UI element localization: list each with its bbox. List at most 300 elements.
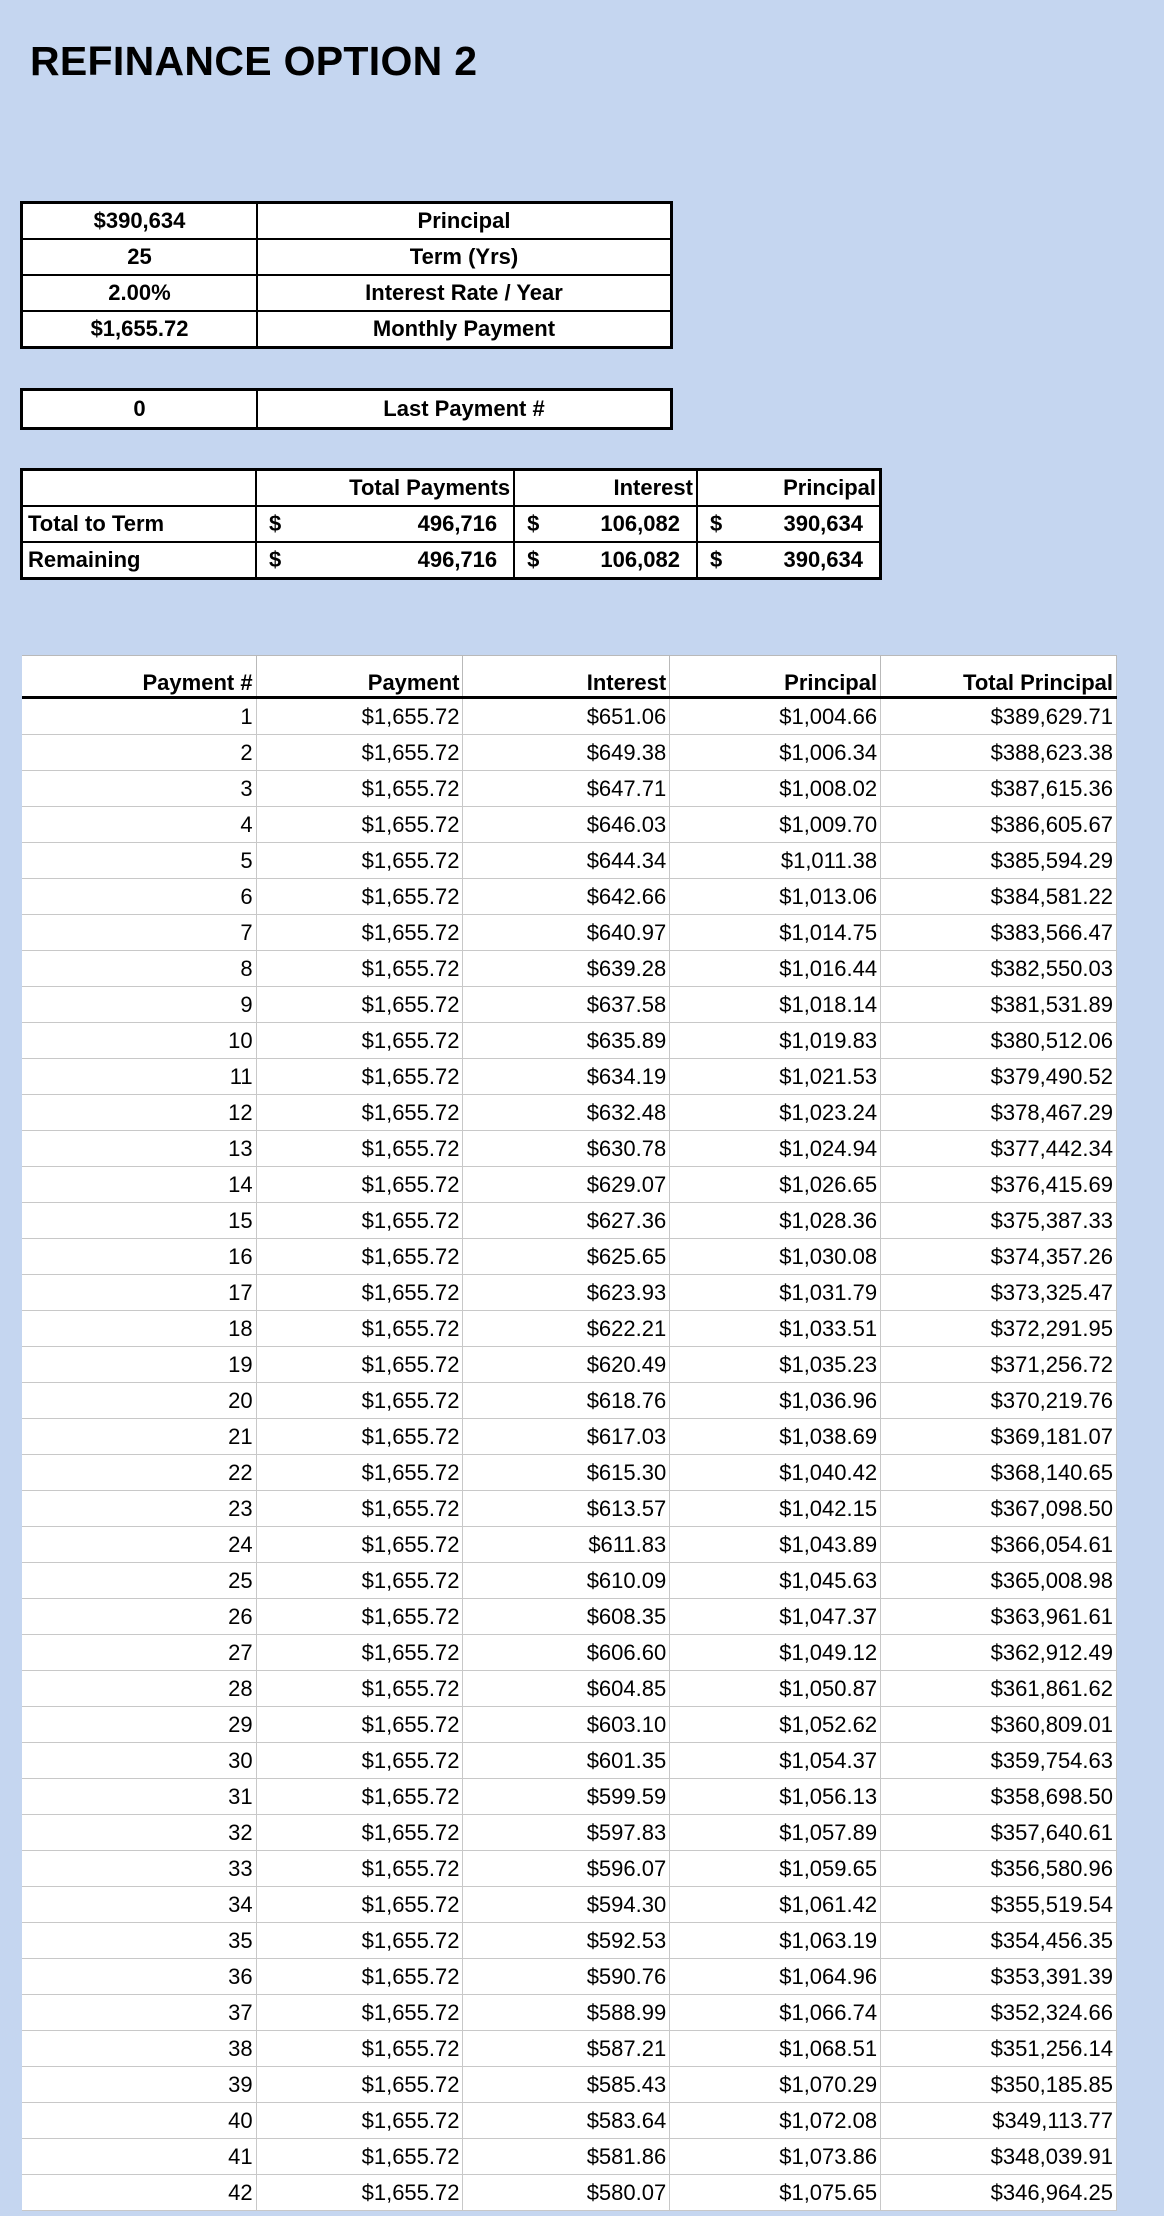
- interest-cell[interactable]: $604.85: [463, 1671, 670, 1707]
- interest-cell[interactable]: $622.21: [463, 1311, 670, 1347]
- payment-cell[interactable]: $1,655.72: [256, 1851, 463, 1887]
- table-row: [22, 1779, 1117, 1815]
- principal-cell[interactable]: $1,045.63: [670, 1563, 881, 1599]
- currency-sign: $: [269, 511, 282, 536]
- principal-cell[interactable]: $1,054.37: [670, 1743, 881, 1779]
- input-label-cell: Principal: [257, 203, 672, 240]
- header-interest: Interest: [463, 656, 670, 698]
- last-payment-label: Last Payment #: [257, 390, 672, 429]
- payment-number-cell[interactable]: 31: [22, 1779, 256, 1815]
- interest-cell[interactable]: $590.76: [463, 1959, 670, 1995]
- totals-amount-cell: [514, 542, 697, 579]
- payment-cell[interactable]: $1,655.72: [256, 1491, 463, 1527]
- totals-amount: 496,716: [417, 547, 498, 572]
- principal-cell[interactable]: $1,066.74: [670, 1995, 881, 2031]
- page-title: REFINANCE OPTION 2: [30, 38, 478, 84]
- table-row: [22, 2067, 1117, 2103]
- payment-number-cell[interactable]: 2: [22, 735, 256, 771]
- interest-cell[interactable]: $629.07: [463, 1167, 670, 1203]
- total-principal-cell[interactable]: $383,566.47: [881, 915, 1117, 951]
- totals-amount: 106,082: [600, 547, 680, 572]
- table-row: [22, 1923, 1117, 1959]
- interest-cell[interactable]: $635.89: [463, 1023, 670, 1059]
- currency-sign: $: [709, 547, 723, 572]
- principal-cell[interactable]: $1,064.96: [670, 1959, 881, 1995]
- totals-header-total-payments: Total Payments: [256, 470, 514, 507]
- payment-cell[interactable]: $1,655.72: [256, 807, 463, 843]
- principal-cell[interactable]: $1,031.79: [670, 1275, 881, 1311]
- payment-number-cell[interactable]: 33: [22, 1851, 256, 1887]
- totals-amount-cell: [514, 506, 697, 542]
- table-row: [22, 1131, 1117, 1167]
- total-principal-cell[interactable]: $357,640.61: [881, 1815, 1117, 1851]
- payment-number-cell[interactable]: 26: [22, 1599, 256, 1635]
- table-row: [22, 1311, 1117, 1347]
- payment-cell[interactable]: $1,655.72: [256, 1635, 463, 1671]
- payment-cell[interactable]: $1,655.72: [256, 2067, 463, 2103]
- principal-cell[interactable]: $1,049.12: [670, 1635, 881, 1671]
- payment-number-cell[interactable]: 16: [22, 1239, 256, 1275]
- totals-amount-cell: [256, 542, 514, 579]
- payment-number-cell[interactable]: 4: [22, 807, 256, 843]
- principal-cell[interactable]: $1,047.37: [670, 1599, 881, 1635]
- principal-cell[interactable]: $1,056.13: [670, 1779, 881, 1815]
- interest-cell[interactable]: $601.35: [463, 1743, 670, 1779]
- last-payment-table: [20, 388, 673, 430]
- total-principal-cell[interactable]: $389,629.71: [881, 698, 1117, 735]
- interest-cell[interactable]: $620.49: [463, 1347, 670, 1383]
- payment-number-cell[interactable]: 15: [22, 1203, 256, 1239]
- payment-cell[interactable]: $1,655.72: [256, 1887, 463, 1923]
- total-principal-cell[interactable]: $388,623.38: [881, 735, 1117, 771]
- table-row: [22, 1059, 1117, 1095]
- table-row: [22, 1995, 1117, 2031]
- totals-header-principal: Principal: [697, 470, 881, 507]
- totals-row: [22, 542, 881, 579]
- payment-cell[interactable]: $1,655.72: [256, 1095, 463, 1131]
- total-principal-cell[interactable]: $352,324.66: [881, 1995, 1117, 2031]
- interest-cell[interactable]: $603.10: [463, 1707, 670, 1743]
- table-row: [22, 1023, 1117, 1059]
- payment-number-cell[interactable]: 14: [22, 1167, 256, 1203]
- payment-cell[interactable]: $1,655.72: [256, 879, 463, 915]
- total-principal-cell[interactable]: $382,550.03: [881, 951, 1117, 987]
- payment-number-cell[interactable]: 3: [22, 771, 256, 807]
- interest-cell[interactable]: $587.21: [463, 2031, 670, 2067]
- total-principal-cell[interactable]: $356,580.96: [881, 1851, 1117, 1887]
- payment-number-cell[interactable]: 39: [22, 2067, 256, 2103]
- payment-number-cell[interactable]: 32: [22, 1815, 256, 1851]
- payment-cell[interactable]: $1,655.72: [256, 2031, 463, 2067]
- payment-cell[interactable]: $1,655.72: [256, 1311, 463, 1347]
- total-principal-cell[interactable]: $354,456.35: [881, 1923, 1117, 1959]
- payment-cell[interactable]: $1,655.72: [256, 951, 463, 987]
- principal-cell[interactable]: $1,073.86: [670, 2139, 881, 2175]
- payment-number-cell[interactable]: 22: [22, 1455, 256, 1491]
- input-value-cell[interactable]: $390,634: [22, 203, 258, 240]
- principal-cell[interactable]: $1,028.36: [670, 1203, 881, 1239]
- table-row: [22, 1527, 1117, 1563]
- total-principal-cell[interactable]: $348,039.91: [881, 2139, 1117, 2175]
- total-principal-cell[interactable]: $353,391.39: [881, 1959, 1117, 1995]
- input-value-cell[interactable]: 2.00%: [22, 275, 258, 311]
- last-payment-value[interactable]: 0: [22, 390, 258, 429]
- total-principal-cell[interactable]: $358,698.50: [881, 1779, 1117, 1815]
- total-principal-cell[interactable]: $370,219.76: [881, 1383, 1117, 1419]
- table-row: [22, 735, 1117, 771]
- payment-cell[interactable]: $1,655.72: [256, 2139, 463, 2175]
- payment-number-cell[interactable]: 5: [22, 843, 256, 879]
- principal-cell[interactable]: $1,063.19: [670, 1923, 881, 1959]
- totals-table: [20, 468, 882, 580]
- totals-amount-cell: [697, 506, 881, 542]
- payment-number-cell[interactable]: 38: [22, 2031, 256, 2067]
- payment-cell[interactable]: $1,655.72: [256, 1995, 463, 2031]
- total-principal-cell[interactable]: $377,442.34: [881, 1131, 1117, 1167]
- payment-cell[interactable]: $1,655.72: [256, 698, 463, 735]
- principal-cell[interactable]: $1,030.08: [670, 1239, 881, 1275]
- payment-cell[interactable]: $1,655.72: [256, 771, 463, 807]
- payment-cell[interactable]: $1,655.72: [256, 1383, 463, 1419]
- payment-number-cell[interactable]: 19: [22, 1347, 256, 1383]
- interest-cell[interactable]: $613.57: [463, 1491, 670, 1527]
- payment-cell[interactable]: $1,655.72: [256, 1059, 463, 1095]
- payment-number-cell[interactable]: 13: [22, 1131, 256, 1167]
- payment-number-cell[interactable]: 28: [22, 1671, 256, 1707]
- total-principal-cell[interactable]: $376,415.69: [881, 1167, 1117, 1203]
- total-principal-cell[interactable]: $387,615.36: [881, 771, 1117, 807]
- table-row: [22, 1419, 1117, 1455]
- totals-amount: 390,634: [783, 511, 863, 536]
- principal-cell[interactable]: $1,036.96: [670, 1383, 881, 1419]
- interest-cell[interactable]: $618.76: [463, 1383, 670, 1419]
- interest-cell[interactable]: $594.30: [463, 1887, 670, 1923]
- total-principal-cell[interactable]: $379,490.52: [881, 1059, 1117, 1095]
- payment-cell[interactable]: $1,655.72: [256, 735, 463, 771]
- payment-number-cell[interactable]: 11: [22, 1059, 256, 1095]
- payment-number-cell[interactable]: 21: [22, 1419, 256, 1455]
- interest-cell[interactable]: $639.28: [463, 951, 670, 987]
- principal-cell[interactable]: $1,052.62: [670, 1707, 881, 1743]
- interest-cell[interactable]: $630.78: [463, 1131, 670, 1167]
- interest-cell[interactable]: $611.83: [463, 1527, 670, 1563]
- interest-cell[interactable]: $646.03: [463, 807, 670, 843]
- table-row: [22, 1095, 1117, 1131]
- interest-cell[interactable]: $592.53: [463, 1923, 670, 1959]
- totals-amount: 496,716: [417, 511, 498, 536]
- payment-cell[interactable]: $1,655.72: [256, 1743, 463, 1779]
- payment-number-cell[interactable]: 9: [22, 987, 256, 1023]
- payment-cell[interactable]: $1,655.72: [256, 1419, 463, 1455]
- principal-cell[interactable]: $1,024.94: [670, 1131, 881, 1167]
- total-principal-cell[interactable]: $384,581.22: [881, 879, 1117, 915]
- interest-cell[interactable]: $606.60: [463, 1635, 670, 1671]
- total-principal-cell[interactable]: $367,098.50: [881, 1491, 1117, 1527]
- payment-cell[interactable]: $1,655.72: [256, 1671, 463, 1707]
- principal-cell[interactable]: $1,042.15: [670, 1491, 881, 1527]
- payment-number-cell[interactable]: 10: [22, 1023, 256, 1059]
- principal-cell[interactable]: $1,072.08: [670, 2103, 881, 2139]
- principal-cell[interactable]: $1,043.89: [670, 1527, 881, 1563]
- total-principal-cell[interactable]: $359,754.63: [881, 1743, 1117, 1779]
- total-principal-cell[interactable]: $378,467.29: [881, 1095, 1117, 1131]
- table-row: [22, 987, 1117, 1023]
- header-principal: Principal: [670, 656, 881, 698]
- table-row: [22, 1563, 1117, 1599]
- payment-cell[interactable]: $1,655.72: [256, 1959, 463, 1995]
- total-principal-cell[interactable]: $381,531.89: [881, 987, 1117, 1023]
- header-total-principal: Total Principal: [881, 656, 1117, 698]
- principal-cell[interactable]: $1,068.51: [670, 2031, 881, 2067]
- table-row: [22, 1599, 1117, 1635]
- payment-cell[interactable]: $1,655.72: [256, 1815, 463, 1851]
- table-row: [22, 1851, 1117, 1887]
- principal-cell[interactable]: $1,023.24: [670, 1095, 881, 1131]
- payment-number-cell[interactable]: 18: [22, 1311, 256, 1347]
- totals-corner-cell: [22, 470, 257, 507]
- principal-cell[interactable]: $1,016.44: [670, 951, 881, 987]
- totals-amount: 106,082: [600, 511, 680, 536]
- table-row: [22, 807, 1117, 843]
- interest-cell[interactable]: $623.93: [463, 1275, 670, 1311]
- table-row: [22, 1671, 1117, 1707]
- table-row: [22, 1491, 1117, 1527]
- total-principal-cell[interactable]: $346,964.25: [881, 2175, 1117, 2211]
- table-row: [22, 1887, 1117, 1923]
- principal-cell[interactable]: $1,033.51: [670, 1311, 881, 1347]
- table-row: [22, 771, 1117, 807]
- total-principal-cell[interactable]: $371,256.72: [881, 1347, 1117, 1383]
- table-row: [22, 1959, 1117, 1995]
- payment-number-cell[interactable]: 24: [22, 1527, 256, 1563]
- table-row: [22, 1239, 1117, 1275]
- schedule-header-row: [22, 656, 1117, 698]
- principal-cell[interactable]: $1,035.23: [670, 1347, 881, 1383]
- principal-cell[interactable]: $1,008.02: [670, 771, 881, 807]
- totals-row-label: Total to Term: [22, 506, 257, 542]
- principal-cell[interactable]: $1,018.14: [670, 987, 881, 1023]
- payment-number-cell[interactable]: 37: [22, 1995, 256, 2031]
- payment-number-cell[interactable]: 40: [22, 2103, 256, 2139]
- table-row: [22, 2175, 1117, 2211]
- payment-cell[interactable]: $1,655.72: [256, 987, 463, 1023]
- payment-number-cell[interactable]: 25: [22, 1563, 256, 1599]
- payment-cell[interactable]: $1,655.72: [256, 1527, 463, 1563]
- payment-cell[interactable]: $1,655.72: [256, 2175, 463, 2211]
- principal-cell[interactable]: $1,040.42: [670, 1455, 881, 1491]
- payment-cell[interactable]: $1,655.72: [256, 1599, 463, 1635]
- payment-number-cell[interactable]: 1: [22, 698, 256, 735]
- principal-cell[interactable]: $1,057.89: [670, 1815, 881, 1851]
- interest-cell[interactable]: $599.59: [463, 1779, 670, 1815]
- principal-cell[interactable]: $1,021.53: [670, 1059, 881, 1095]
- payment-number-cell[interactable]: 35: [22, 1923, 256, 1959]
- interest-cell[interactable]: $617.03: [463, 1419, 670, 1455]
- interest-cell[interactable]: $649.38: [463, 735, 670, 771]
- interest-cell[interactable]: $625.65: [463, 1239, 670, 1275]
- total-principal-cell[interactable]: $368,140.65: [881, 1455, 1117, 1491]
- principal-cell[interactable]: $1,006.34: [670, 735, 881, 771]
- table-row: [22, 1455, 1117, 1491]
- input-row: [22, 275, 672, 311]
- total-principal-cell[interactable]: $375,387.33: [881, 1203, 1117, 1239]
- payment-number-cell[interactable]: 27: [22, 1635, 256, 1671]
- interest-cell[interactable]: $588.99: [463, 1995, 670, 2031]
- total-principal-cell[interactable]: $350,185.85: [881, 2067, 1117, 2103]
- payment-number-cell[interactable]: 12: [22, 1095, 256, 1131]
- interest-cell[interactable]: $597.83: [463, 1815, 670, 1851]
- total-principal-cell[interactable]: $361,861.62: [881, 1671, 1117, 1707]
- total-principal-cell[interactable]: $372,291.95: [881, 1311, 1117, 1347]
- payment-number-cell[interactable]: 23: [22, 1491, 256, 1527]
- principal-cell[interactable]: $1,075.65: [670, 2175, 881, 2211]
- total-principal-cell[interactable]: $373,325.47: [881, 1275, 1117, 1311]
- header-payment-number: Payment #: [22, 656, 256, 698]
- table-row: [22, 1347, 1117, 1383]
- total-principal-cell[interactable]: $355,519.54: [881, 1887, 1117, 1923]
- payment-cell[interactable]: $1,655.72: [256, 1239, 463, 1275]
- interest-cell[interactable]: $610.09: [463, 1563, 670, 1599]
- principal-cell[interactable]: $1,004.66: [670, 698, 881, 735]
- payment-cell[interactable]: $1,655.72: [256, 915, 463, 951]
- principal-cell[interactable]: $1,009.70: [670, 807, 881, 843]
- interest-cell[interactable]: $642.66: [463, 879, 670, 915]
- payment-cell[interactable]: $1,655.72: [256, 1023, 463, 1059]
- interest-cell[interactable]: $644.34: [463, 843, 670, 879]
- payment-cell[interactable]: $1,655.72: [256, 2103, 463, 2139]
- table-row: [22, 879, 1117, 915]
- payment-number-cell[interactable]: 17: [22, 1275, 256, 1311]
- input-row: [22, 311, 672, 348]
- input-label-cell: Term (Yrs): [257, 239, 672, 275]
- total-principal-cell[interactable]: $351,256.14: [881, 2031, 1117, 2067]
- input-label-cell: Monthly Payment: [257, 311, 672, 348]
- input-label-cell: Interest Rate / Year: [257, 275, 672, 311]
- interest-cell[interactable]: $640.97: [463, 915, 670, 951]
- loan-inputs-table: [20, 201, 673, 349]
- payment-number-cell[interactable]: 20: [22, 1383, 256, 1419]
- principal-cell[interactable]: $1,026.65: [670, 1167, 881, 1203]
- interest-cell[interactable]: $634.19: [463, 1059, 670, 1095]
- table-row: [22, 1743, 1117, 1779]
- payment-cell[interactable]: $1,655.72: [256, 1347, 463, 1383]
- table-row: [22, 1383, 1117, 1419]
- principal-cell[interactable]: $1,019.83: [670, 1023, 881, 1059]
- interest-cell[interactable]: $651.06: [463, 698, 670, 735]
- interest-cell[interactable]: $627.36: [463, 1203, 670, 1239]
- payment-number-cell[interactable]: 42: [22, 2175, 256, 2211]
- table-row: [22, 2139, 1117, 2175]
- interest-cell[interactable]: $647.71: [463, 771, 670, 807]
- payment-cell[interactable]: $1,655.72: [256, 1275, 463, 1311]
- totals-header-row: [22, 470, 881, 507]
- total-principal-cell[interactable]: $374,357.26: [881, 1239, 1117, 1275]
- payment-number-cell[interactable]: 6: [22, 879, 256, 915]
- payment-cell[interactable]: $1,655.72: [256, 1923, 463, 1959]
- currency-sign: $: [269, 547, 282, 572]
- totals-amount: 390,634: [783, 547, 863, 572]
- totals-header-interest: Interest: [514, 470, 697, 507]
- principal-cell[interactable]: $1,014.75: [670, 915, 881, 951]
- payment-number-cell[interactable]: 36: [22, 1959, 256, 1995]
- payment-cell[interactable]: $1,655.72: [256, 1455, 463, 1491]
- table-row: [22, 698, 1117, 735]
- payment-cell[interactable]: $1,655.72: [256, 1203, 463, 1239]
- totals-amount-cell: [256, 506, 514, 542]
- total-principal-cell[interactable]: $369,181.07: [881, 1419, 1117, 1455]
- currency-sign: $: [709, 511, 723, 536]
- interest-cell[interactable]: $596.07: [463, 1851, 670, 1887]
- payment-number-cell[interactable]: 34: [22, 1887, 256, 1923]
- table-row: [22, 1635, 1117, 1671]
- payment-number-cell[interactable]: 29: [22, 1707, 256, 1743]
- input-value-cell[interactable]: $1,655.72: [22, 311, 258, 348]
- interest-cell[interactable]: $583.64: [463, 2103, 670, 2139]
- payment-number-cell[interactable]: 41: [22, 2139, 256, 2175]
- table-row: [22, 2031, 1117, 2067]
- payment-number-cell[interactable]: 30: [22, 1743, 256, 1779]
- payment-cell[interactable]: $1,655.72: [256, 1563, 463, 1599]
- payment-cell[interactable]: $1,655.72: [256, 1131, 463, 1167]
- interest-cell[interactable]: $585.43: [463, 2067, 670, 2103]
- currency-sign: $: [527, 547, 540, 572]
- interest-cell[interactable]: $581.86: [463, 2139, 670, 2175]
- amortization-schedule-table: [22, 655, 1117, 2211]
- input-row: [22, 239, 672, 275]
- payment-cell[interactable]: $1,655.72: [256, 1779, 463, 1815]
- interest-cell[interactable]: $632.48: [463, 1095, 670, 1131]
- interest-cell[interactable]: $615.30: [463, 1455, 670, 1491]
- interest-cell[interactable]: $608.35: [463, 1599, 670, 1635]
- payment-number-cell[interactable]: 7: [22, 915, 256, 951]
- payment-number-cell[interactable]: 8: [22, 951, 256, 987]
- total-principal-cell[interactable]: $349,113.77: [881, 2103, 1117, 2139]
- total-principal-cell[interactable]: $386,605.67: [881, 807, 1117, 843]
- table-row: [22, 1815, 1117, 1851]
- table-row: [22, 2103, 1117, 2139]
- total-principal-cell[interactable]: $365,008.98: [881, 1563, 1117, 1599]
- header-payment: Payment: [256, 656, 463, 698]
- principal-cell[interactable]: $1,050.87: [670, 1671, 881, 1707]
- principal-cell[interactable]: $1,061.42: [670, 1887, 881, 1923]
- totals-amount-cell: [697, 542, 881, 579]
- principal-cell[interactable]: $1,059.65: [670, 1851, 881, 1887]
- total-principal-cell[interactable]: $363,961.61: [881, 1599, 1117, 1635]
- last-payment-row: [22, 390, 672, 429]
- total-principal-cell[interactable]: $360,809.01: [881, 1707, 1117, 1743]
- interest-cell[interactable]: $637.58: [463, 987, 670, 1023]
- principal-cell[interactable]: $1,038.69: [670, 1419, 881, 1455]
- principal-cell[interactable]: $1,070.29: [670, 2067, 881, 2103]
- input-row: [22, 203, 672, 240]
- table-row: [22, 843, 1117, 879]
- total-principal-cell[interactable]: $366,054.61: [881, 1527, 1117, 1563]
- total-principal-cell[interactable]: $385,594.29: [881, 843, 1117, 879]
- principal-cell[interactable]: $1,013.06: [670, 879, 881, 915]
- currency-sign: $: [527, 511, 540, 536]
- interest-cell[interactable]: $580.07: [463, 2175, 670, 2211]
- principal-cell[interactable]: $1,011.38: [670, 843, 881, 879]
- input-value-cell[interactable]: 25: [22, 239, 258, 275]
- total-principal-cell[interactable]: $380,512.06: [881, 1023, 1117, 1059]
- table-row: [22, 1203, 1117, 1239]
- totals-row: [22, 506, 881, 542]
- total-principal-cell[interactable]: $362,912.49: [881, 1635, 1117, 1671]
- table-row: [22, 1707, 1117, 1743]
- payment-cell[interactable]: $1,655.72: [256, 1707, 463, 1743]
- payment-cell[interactable]: $1,655.72: [256, 843, 463, 879]
- payment-cell[interactable]: $1,655.72: [256, 1167, 463, 1203]
